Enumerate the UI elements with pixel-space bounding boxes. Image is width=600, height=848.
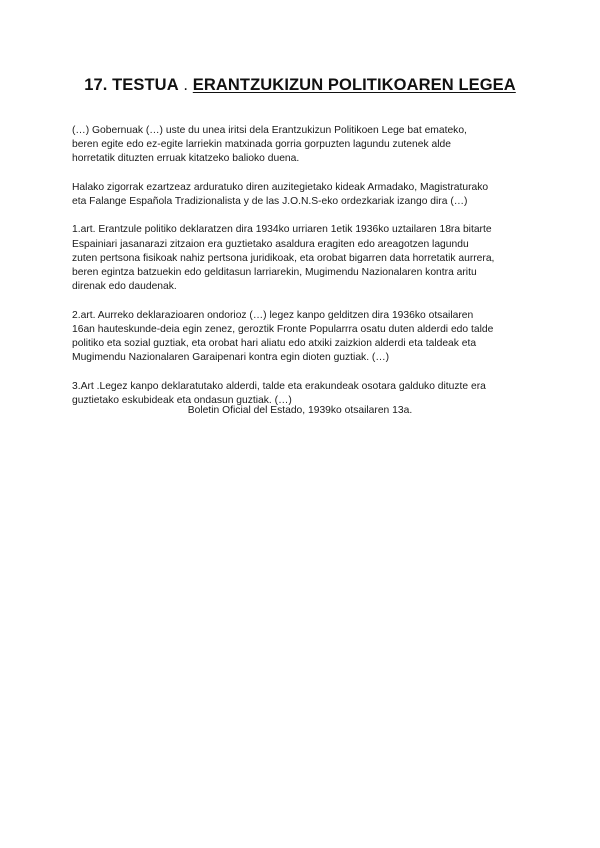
text-line: Mugimendu Nazionalaren Garaipenari kontra egin dioten guztiak. (…) (72, 352, 390, 364)
paragraph-article-1 (72, 223, 528, 294)
text-line: eta Falange Española Tradizionalista y de las J.O.N.S-eko ordezkariak izango dira (…) (72, 196, 468, 207)
text-line: politiko eta sozial guztiak, eta orobat hari aliatu edo atxiki zaizkion alderdi eta taldeak eta (72, 338, 477, 349)
text-line: direnak edo daudenak. (72, 281, 177, 293)
title-number: 17. TESTUA (84, 76, 179, 94)
page-title (0, 76, 600, 95)
text-line: horretatik dituzten erruak kitatzeko balioko duena. (72, 153, 300, 165)
title-name: ERANTZUKIZUN POLITIKOAREN LEGEA (192, 76, 516, 94)
text-line: guztietako eskubideak eta ondasun guztiak. (…) (72, 394, 292, 406)
text-line: beren egite edo ez-egite larriekin matxinada gorria gorpuzten lagundu zutenek alde (72, 139, 451, 151)
paragraph-tribunals (72, 181, 528, 209)
paragraph-intro (72, 124, 528, 167)
text-line: beren egintza batzuekin edo gelditasun larriarekin, Mugimendu Nazionalaren kontra aritu (72, 267, 477, 278)
text-line: 2.art. Aurreko deklarazioaren ondorioz (…) legez kanpo gelditzen dira 1936ko otsailaren (72, 309, 474, 321)
text-line: 3.Art .Legez kanpo deklaratutako alderdi, talde eta erakundeak osotara galduko dituzte era (72, 380, 486, 392)
text-line: 1.art. Erantzule politiko deklaratzen dira 1934ko urriaren 1etik 1936ko uztailaren 18ra bitarte (72, 224, 492, 236)
text-line: Halako zigorrak ezartzeaz arduratuko diren auzitegietako kideak Armadako, Magistraturako (72, 181, 489, 193)
text-line: zuten pertsona fisikoak nahiz pertsona juridikoak, eta orobat bigarren data horretatik aurrera, (72, 252, 495, 264)
paragraph-article-2 (72, 309, 528, 366)
text-line: Espainiari jasanarazi zitzaion era guztietako asaldura eragiten edo areagotzen lagundu (72, 238, 469, 250)
text-line: 16an hauteskunde-deia egin zenez, geroztik Fronte Popularrra osatu duten alderdi edo talde (72, 323, 494, 335)
source-citation: Boletin Oficial del Estado, 1939ko otsailaren 13a. (187, 405, 413, 416)
text-line: (…) Gobernuak (…) uste du unea iritsi dela Erantzukizun Politikoen Lege bat emateko, (72, 125, 467, 136)
document-body (72, 124, 528, 422)
title-separator: . (178, 76, 193, 94)
